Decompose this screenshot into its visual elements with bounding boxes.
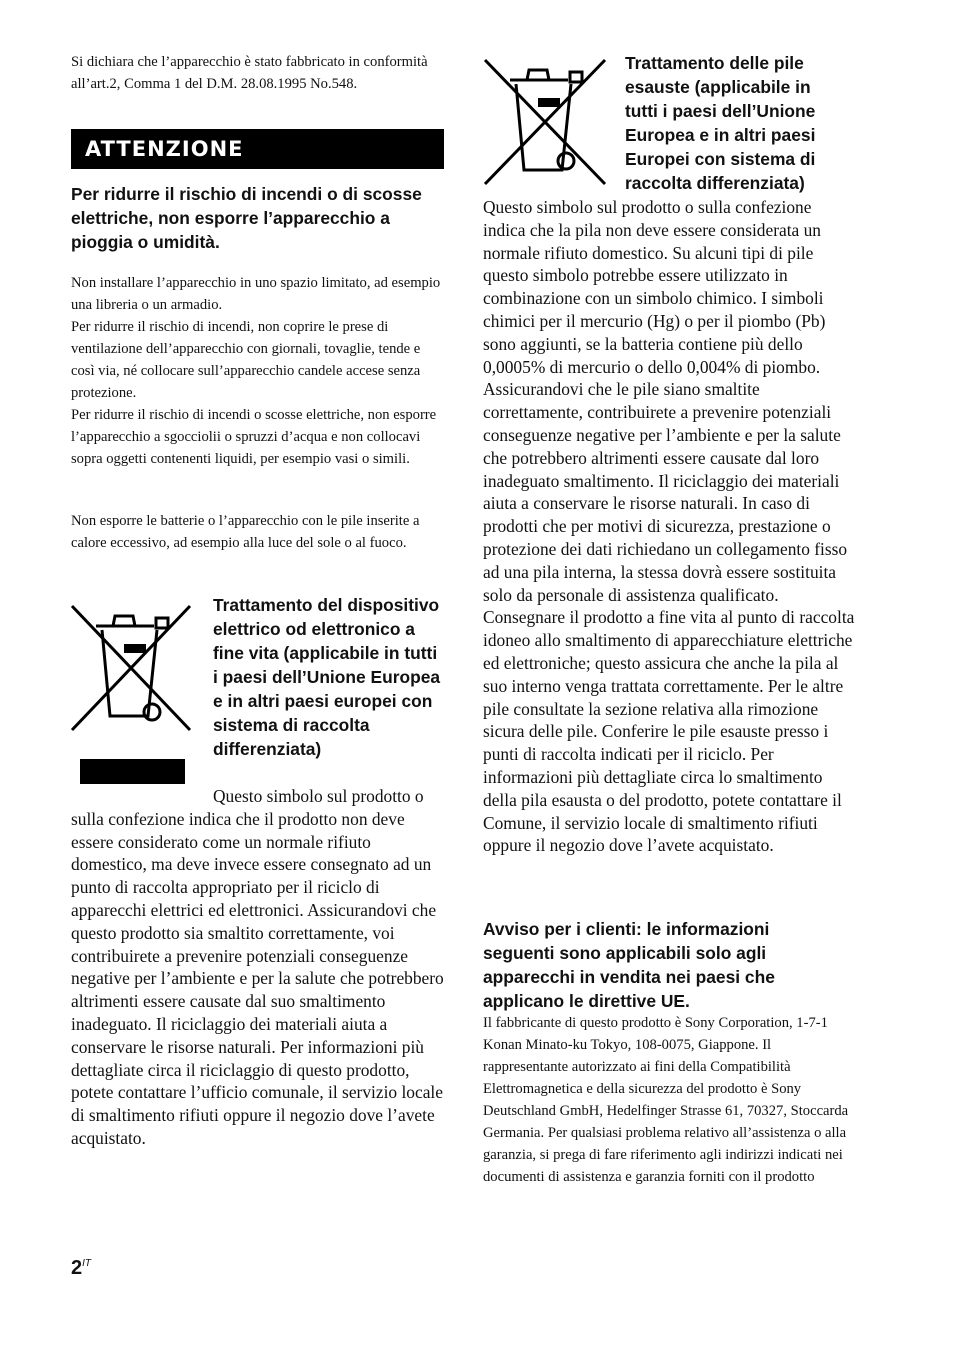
warning-title: ATTENZIONE: [85, 137, 244, 161]
eu-notice-body: Il fabbricante di questo prodotto è Sony Corporation, 1-7-1 Konan Minato-ku Tokyo, 108-0075, Giappone. Il rappresentante autorizzato ai fini della Compatibilità Elettromagnetica e della sicurezza del prodotto è Sony Deutschland GmbH, Hedelfinger Strasse 61, 70327, Stoccarda Germania. Per qualsiasi problema relativo all’assistenza o alla garanzia, si prega di fare riferimento agli indirizzi indicati nei documenti di assistenza e garanzia forniti con il prodotto: [483, 1015, 849, 1185]
crossed-out-battery-bin-icon: [483, 58, 607, 188]
warning-heading: Per ridurre il rischio di incendi o di scosse elettriche, non esporre l’apparecchio a pioggia o umidità.: [71, 184, 422, 252]
warning-paragraph: Per ridurre il rischio di incendi o scosse elettriche, non esporre l’apparecchio a sgocciolii o spruzzi d’acqua e non collocavi sopra oggetti contenenti liquidi, per esempio vasi o simili.: [71, 407, 437, 467]
warning-paragraph: Non installare l’apparecchio in uno spazio limitato, ad esempio una libreria o un armadio.: [71, 275, 441, 313]
intro-paragraph: Si dichiara che l’apparecchio è stato fabbricato in conformità all’art.2, Comma 1 del D.M. 28.08.1995 No.548.: [71, 54, 428, 92]
battery-heat-note: Non esporre le batterie o l’apparecchio con le pile inserite a calore eccessivo, ad esempio alla luce del sole o al fuoco.: [71, 513, 420, 551]
page-number-value: 2: [71, 1257, 83, 1279]
warning-title-bar: [71, 129, 444, 169]
warning-paragraph: Per ridurre il rischio di incendi, non coprire le prese di ventilazione dell’apparecchio con giornali, tovaglie, tende e così via, né collocare sull’apparecchio candele accese senza protezione.: [71, 319, 421, 401]
battery-heading: Trattamento delle pile esauste (applicabile in tutti i paesi dell’Unione Europea e in altri paesi Europei con sistema di raccolta differenziata): [625, 53, 816, 193]
crossed-out-wheelie-bin-icon: [70, 604, 192, 734]
page-number: [71, 1257, 91, 1280]
weee-body: Questo simbolo sul prodotto o sulla confezione indica che il prodotto non deve essere considerato come un normale rifiuto domestico, ma deve invece essere consegnato ad un punto di raccolta appropriato per il riciclo di apparecchi elettrici ed elettronici. Assicurandovi che questo prodotto sia smaltito correttamente, voi contribuirete a prevenire potenziali conseguenze negative per l’ambiente e per la salute che potrebbero altrimenti essere causate dal suo smaltimento inadeguato. Il riciclaggio dei materiali aiuta a conservare le risorse naturali. Per informazioni più dettagliate circa il riciclaggio di questo prodotto, potete contattare l’ufficio comunale, il servizio locale di smaltimento rifiuti oppure il negozio dove l’avete acquistato.: [71, 786, 444, 1148]
warning-paragraphs: [71, 272, 446, 470]
weee-heading: Trattamento del dispositivo elettrico od elettronico a fine vita (applicabile in tutti i paesi dell’Unione Europea e in altri paesi europei con sistema di raccolta differenziata): [213, 595, 441, 759]
battery-body: Questo simbolo sul prodotto o sulla confezione indica che la pila non deve essere considerata un normale rifiuto domestico. Su alcuni tipi di pile questo simbolo potrebbe essere utilizzato in combinazione con un simbolo chimico. I simboli chimici per il mercurio (Hg) o per il piombo (Pb) sono aggiunti, se la batteria contiene più dello 0,0005% di mercurio o dello 0,004% di piombo. Assicurandovi che le pile siano smaltite correttamente, contribuirete a prevenire potenziali conseguenze negative per l’ambiente e per la salute che potrebbero altrimenti essere causate dal loro inadeguato smaltimento. Il riciclaggio dei materiali aiuta a conservare le risorse naturali. In caso di prodotti che per motivi di sicurezza, prestazione o protezione dei dati richiedano un collegamento fisso ad una pila interna, la stessa dovrà essere sostituita solo da personale di assistenza qualificato. Consegnare il prodotto a fine vita al punto di raccolta idoneo allo smaltimento di apparecchiature elettriche ed elettroniche; questo assicura che anche la pila al suo interno venga trattata correttamente. Per le altre pile consultate la sezione relativa alla rimozione sicura delle pile. Conferire le pile esauste presso i punti di raccolta indicati per il riciclo. Per informazioni più dettagliate circa lo smaltimento della pila esausta o del prodotto, potete contattare il Comune, il servizio locale di smaltimento rifiuti oppure il negozio dove l’avete acquistato.: [483, 197, 855, 856]
eu-notice-heading: Avviso per i clienti: le informazioni seguenti sono applicabili solo agli apparecchi in vendita nei paesi che applicano le direttive UE.: [483, 919, 775, 1011]
weee-date-bar: [80, 759, 185, 784]
page-language-code: IT: [82, 1258, 92, 1269]
